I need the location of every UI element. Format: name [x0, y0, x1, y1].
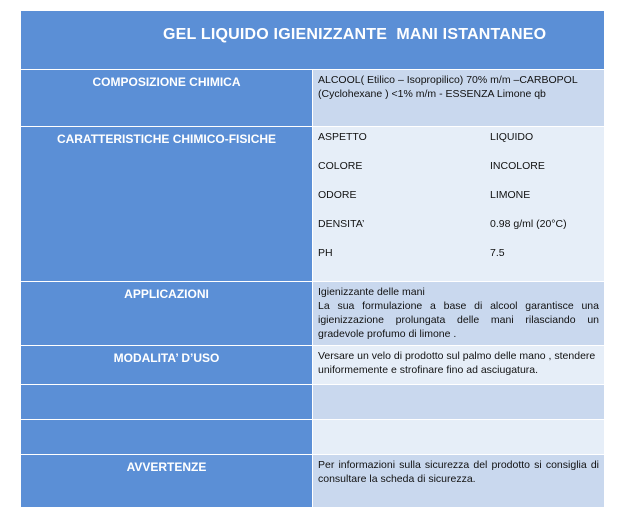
property-name: DENSITA’ — [318, 218, 365, 230]
property-value: LIMONE — [490, 189, 531, 201]
property-row — [318, 130, 599, 159]
property-row — [318, 188, 599, 217]
property-value: 7.5 — [490, 247, 505, 259]
property-name: ASPETTO — [318, 131, 367, 143]
property-row — [318, 246, 599, 275]
label-avvertenze: AVVERTENZE — [21, 455, 313, 508]
value-modalita-uso: Versare un velo di prodotto sul palmo delle mano , stendere uniformemente e strofinare fino ad asciugatura. — [313, 346, 605, 385]
applicazioni-line-1: Igienizzante delle mani — [318, 286, 425, 298]
property-value: 0.98 g/ml (20°C) — [490, 218, 567, 230]
empty-label-cell — [21, 385, 313, 420]
property-value: LIQUIDO — [490, 131, 534, 143]
empty-value-cell — [313, 385, 605, 420]
row-caratteristiche — [21, 127, 605, 282]
row-modalita-uso — [21, 346, 605, 385]
label-modalita-uso: MODALITA’ D’USO — [21, 346, 313, 385]
row-composizione — [21, 70, 605, 127]
sheet-title: GEL LIQUIDO IGIENIZZANTE MANI ISTANTANEO — [163, 26, 547, 43]
row-avvertenze — [21, 455, 605, 508]
property-name: COLORE — [318, 160, 363, 172]
property-value: INCOLORE — [490, 160, 545, 172]
property-name: ODORE — [318, 189, 357, 201]
product-data-sheet — [20, 10, 605, 508]
value-caratteristiche — [313, 127, 605, 282]
label-composizione: COMPOSIZIONE CHIMICA — [21, 70, 313, 127]
label-caratteristiche: CARATTERISTICHE CHIMICO-FISICHE — [21, 127, 313, 282]
empty-row — [21, 420, 605, 455]
value-applicazioni — [313, 282, 605, 346]
value-composizione: ALCOOL( Etilico – Isopropilico) 70% m/m –CARBOPOL (Cyclohexane ) <1% m/m - ESSENZA Limone qb — [313, 70, 605, 127]
applicazioni-line-2: La sua formulazione a base di alcool garantisce una igienizzazione prolungata delle mani rilasciando un gradevole profumo di limone . — [318, 300, 599, 340]
empty-value-cell — [313, 420, 605, 455]
row-applicazioni — [21, 282, 605, 346]
property-name: PH — [318, 247, 333, 259]
value-avvertenze: Per informazioni sulla sicurezza del prodotto si consiglia di consultare la scheda di sicurezza. — [313, 455, 605, 508]
empty-row — [21, 385, 605, 420]
label-applicazioni: APPLICAZIONI — [21, 282, 313, 346]
property-row — [318, 217, 599, 246]
empty-label-cell — [21, 420, 313, 455]
title-cell — [21, 11, 605, 70]
spec-table — [20, 10, 605, 508]
title-row — [21, 11, 605, 70]
property-row — [318, 159, 599, 188]
